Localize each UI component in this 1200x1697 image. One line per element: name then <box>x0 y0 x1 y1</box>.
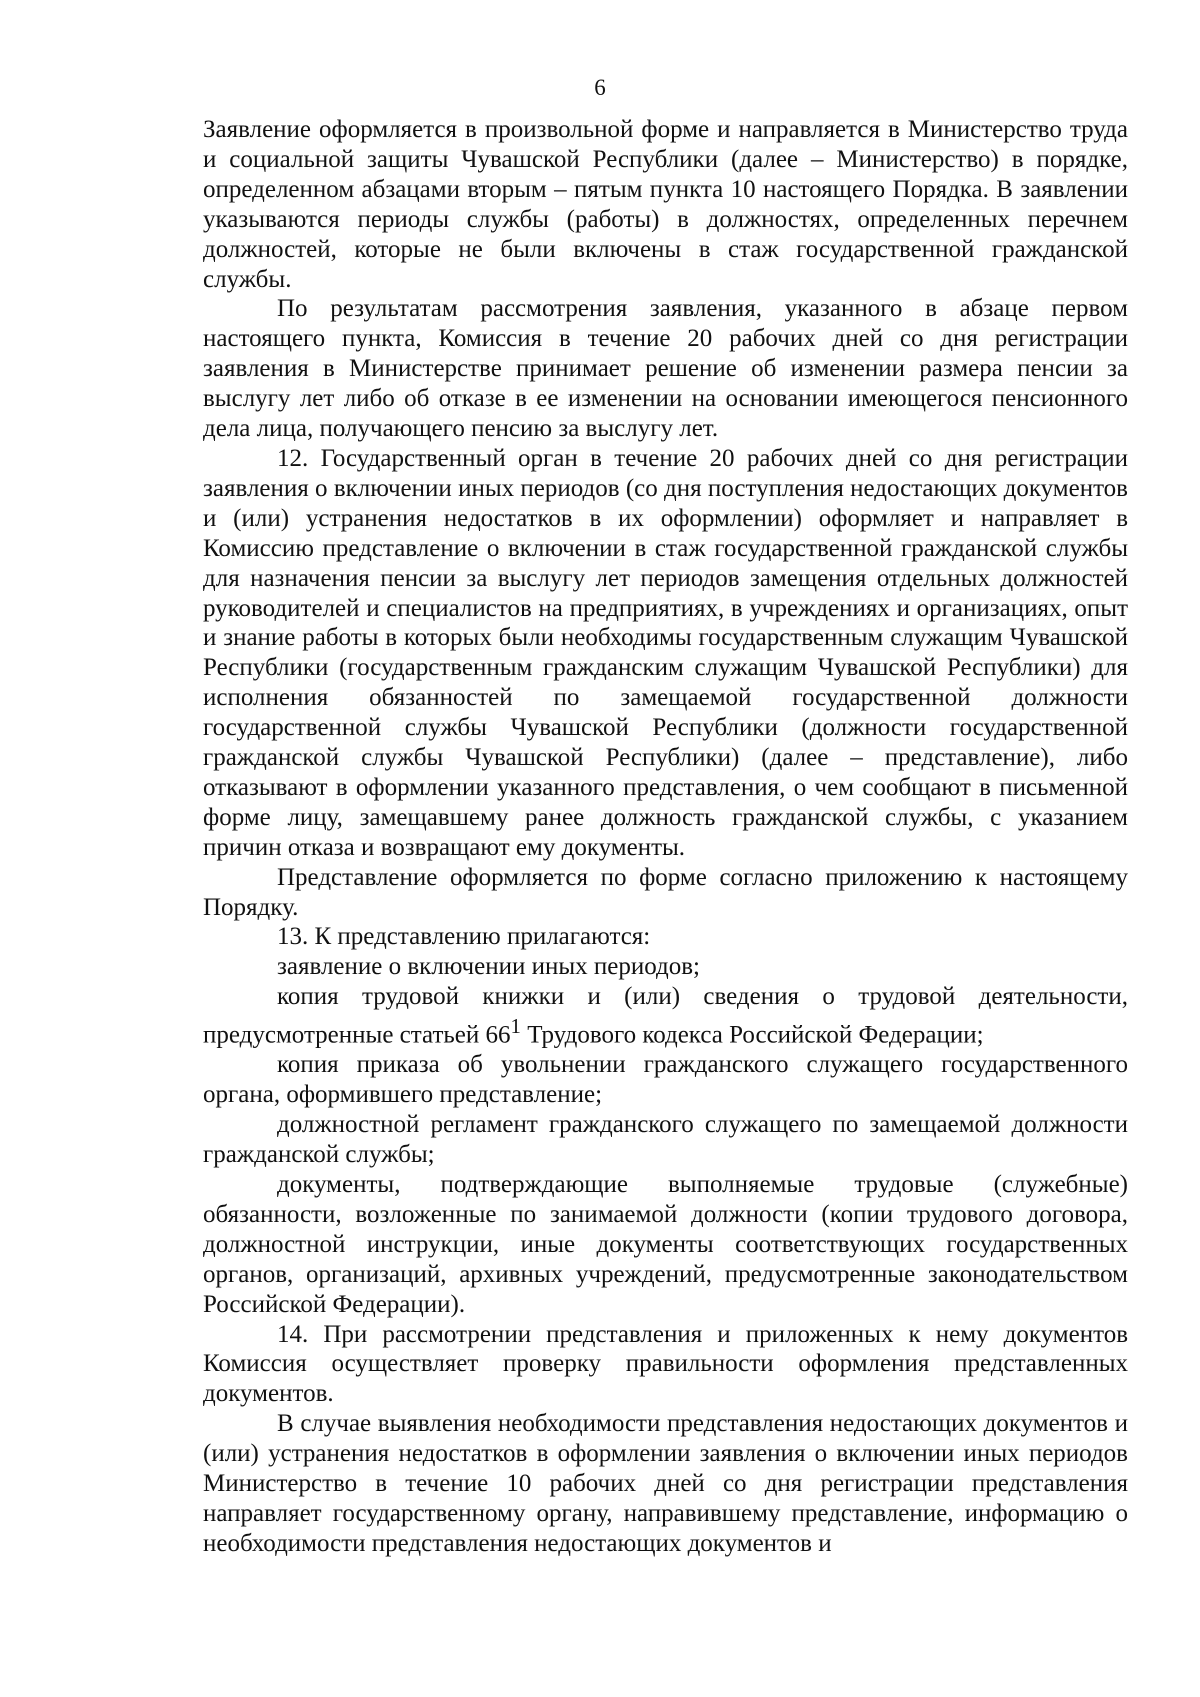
list-item-job-regulation: должностной регламент гражданского служащего по замещаемой должности гражданской службы; <box>203 1111 1128 1169</box>
paragraph-commission-decision: По результатам рассмотрения заявления, указанного в абзаце первом настоящего пункта, Комиссия в течение 20 рабочих дней со дня регистрации заявления в Министерстве принимает решение об изменении размера пенсии за выслугу лет либо об отказе в ее изменении на основании имеющегося пенсионного дела лица, получающего пенсию за выслугу лет. <box>203 295 1128 443</box>
list-item-work-book-text: копия трудовой книжки и (или) сведения о трудовой деятельности, предусмотренные статьей 66 <box>203 983 1128 1049</box>
paragraph-item-12: 12. Государственный орган в течение 20 рабочих дней со дня регистрации заявления о включении иных периодов (со дня поступления недостающих документов и (или) устранения недостатков в их оформлении) оформляет и направляет в Комиссию представление о включении в стаж государственной гражданской службы для назначения пенсии за выслугу лет периодов замещения отдельных должностей руководителей и специалистов на предприятиях, в учреждениях и организациях, опыт и знание работы в которых были необходимы государственным служащим Чувашской Республики (государственным гражданским служащим Чувашской Республики) для исполнения обязанностей по замещаемой государственной должности государственной службы Чувашской Республики (должности государственной гражданской службы Чувашской Республики) (далее – представление), либо отказывают в оформлении указанного представления, о чем сообщают в письменной форме лицу, замещавшему ранее должность гражданской службы, с указанием причин отказа и возвращают ему документы. <box>203 444 1128 861</box>
paragraph-representation-form: Представление оформляется по форме согласно приложению к настоящему Порядку. <box>203 863 1128 921</box>
paragraph-item-14: 14. При рассмотрении представления и приложенных к нему документов Комиссия осуществляет проверку правильности оформления представленных документов. <box>203 1320 1128 1408</box>
list-item-supporting-documents: документы, подтверждающие выполняемые трудовые (служебные) обязанности, возложенные по занимаемой должности (копии трудового договора, должностной инструкции, иные документы соответствующих государственных органов, организаций, архивных учреждений, предусмотренные законодательством Российской Федерации). <box>203 1171 1128 1318</box>
paragraph-missing-documents: В случае выявления необходимости представления недостающих документов и (или) устранения недостатков в оформлении заявления о включении иных периодов Министерство в течение 10 рабочих дней со дня регистрации представления направляет государственному органу, направившему представление, информацию о необходимости представления недостающих документов и <box>203 1410 1128 1557</box>
list-item-application: заявление о включении иных периодов; <box>277 953 700 981</box>
footnote-superscript: 1 <box>510 1014 521 1039</box>
page-number: 6 <box>594 75 606 100</box>
list-item-work-book-tail: Трудового кодекса Российской Федерации; <box>520 1021 984 1049</box>
list-item-dismissal-order: копия приказа об увольнении гражданского служащего государственного органа, оформившего представление; <box>203 1051 1128 1109</box>
document-body <box>203 115 1128 1559</box>
list-item-work-book <box>203 982 1128 1050</box>
paragraph-item-13: 13. К представлению прилагаются: <box>277 923 651 951</box>
paragraph-application-form: Заявление оформляется в произвольной форме и направляется в Министерство труда и социальной защиты Чувашской Республики (далее – Министерство) в порядке, определенном абзацами вторым – пятым пункта 10 настоящего Порядка. В заявлении указываются периоды службы (работы) в должностях, определенных перечнем должностей, которые не были включены в стаж государственной гражданской службы. <box>203 116 1128 293</box>
